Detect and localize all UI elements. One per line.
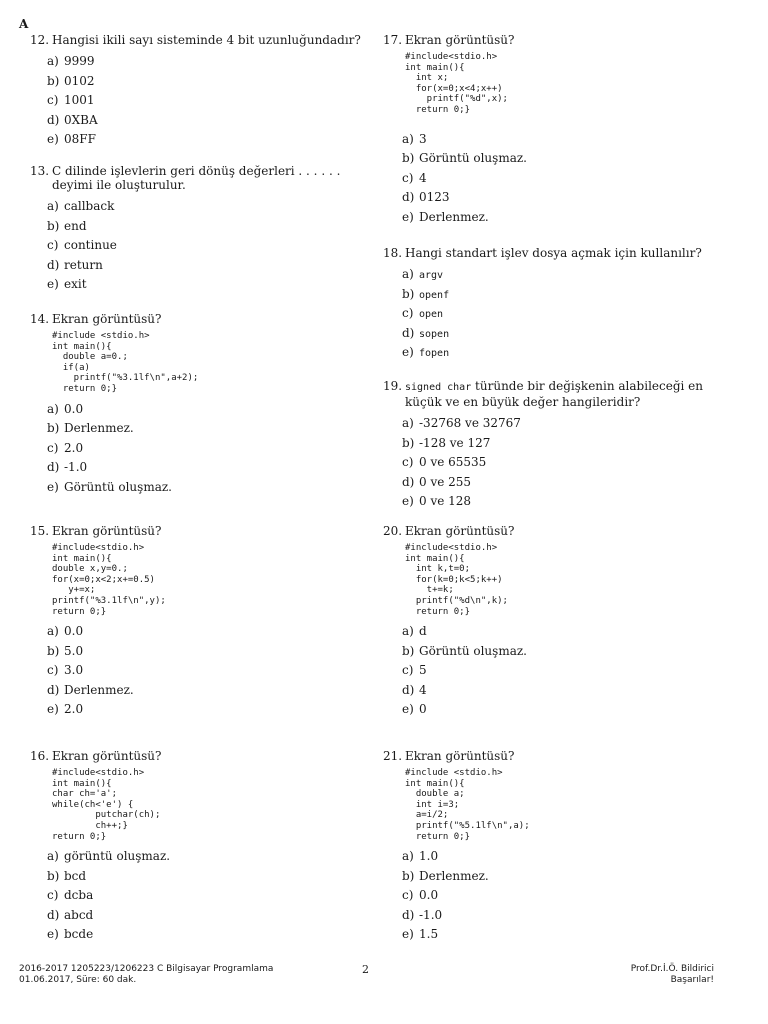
option-a: [47, 847, 370, 867]
option-text: 5: [419, 663, 427, 678]
option-letter: a): [402, 131, 414, 146]
option-text: Görüntü oluşmaz.: [419, 151, 527, 166]
question-21: [383, 749, 728, 945]
question-19: [383, 379, 728, 512]
option-text: Derlenmez.: [64, 682, 134, 697]
option-d: [402, 906, 728, 926]
question-text: Hangi standart işlev dosya açmak için kullanılır?: [405, 246, 702, 260]
question-14: [30, 312, 370, 497]
option-b: [47, 642, 370, 662]
option-c: [402, 169, 728, 189]
code-snippet: #include<stdio.h> int main(){ int x; for(x=0;x<4;x++) printf("%d",x); return 0;}: [405, 52, 508, 115]
code-snippet: #include<stdio.h> int main(){ double x,y=0.; for(x=0;x<2;x+=0.5) y+=x; printf("%3.1lf\n",y); return 0;}: [52, 543, 166, 617]
option-a: [402, 622, 728, 642]
question-number: 12.: [30, 33, 50, 47]
option-d: [402, 681, 728, 701]
option-d: [47, 906, 370, 926]
option-text: callback: [64, 199, 115, 213]
option-text: argv: [419, 270, 444, 281]
option-c: [402, 661, 728, 681]
option-letter: c): [47, 93, 59, 107]
option-e: [47, 700, 370, 720]
option-text: 3.0: [64, 663, 84, 678]
option-text: fopen: [419, 348, 450, 359]
option-text: exit: [64, 277, 87, 291]
option-d: [402, 188, 728, 208]
option-letter: d): [47, 460, 60, 475]
option-letter: b): [402, 643, 415, 658]
option-b: [402, 642, 728, 662]
option-text: 0 ve 255: [419, 474, 472, 489]
option-letter: e): [402, 209, 414, 224]
option-text: 0 ve 65535: [419, 455, 487, 469]
option-letter: e): [402, 494, 414, 508]
option-e: [402, 343, 728, 363]
option-a: [402, 130, 728, 150]
option-text: 0.0: [64, 624, 84, 639]
exam-group-label: A: [19, 17, 29, 31]
option-letter: c): [402, 888, 414, 903]
question-20: [383, 524, 728, 720]
question-number: 17.: [383, 33, 403, 47]
option-text: 1.5: [419, 927, 439, 942]
option-letter: b): [47, 643, 60, 658]
option-text: Görüntü oluşmaz.: [64, 479, 172, 494]
footer-course-line: 2016-2017 1205223/1206223 C Bilgisayar Programlama: [19, 964, 274, 974]
option-b: [47, 217, 370, 237]
option-e: [402, 700, 728, 720]
option-letter: b): [402, 435, 415, 450]
option-letter: a): [47, 401, 59, 416]
footer-author: Prof.Dr.İ.Ö. Bildirici: [630, 964, 714, 974]
question-16: [30, 749, 370, 945]
code-snippet: #include <stdio.h> int main(){ double a=0.; if(a) printf("%3.1lf\n",a+2); return 0;}: [52, 331, 199, 394]
option-text: 1.0: [419, 849, 439, 864]
option-text: 08FF: [64, 132, 96, 146]
option-letter: b): [47, 421, 60, 436]
option-text: d: [419, 624, 427, 639]
option-text: 0102: [64, 73, 95, 88]
option-letter: d): [402, 474, 415, 489]
option-text: bcd: [64, 868, 87, 883]
option-a: [47, 52, 370, 72]
code-snippet: #include<stdio.h> int main(){ int k,t=0; for(k=0;k<5;k++) t+=k; printf("%d\n",k); return 0;}: [405, 543, 508, 617]
footer-course-info: [19, 964, 273, 986]
option-letter: a): [402, 416, 414, 430]
question-text: Ekran görüntüsü?: [52, 524, 162, 538]
option-letter: d): [47, 112, 60, 127]
option-letter: a): [402, 267, 414, 281]
option-text: 2.0: [64, 702, 84, 717]
option-c: [402, 886, 728, 906]
question-text-rest: türünde bir değişkenin alabileceği en küçük ve en büyük değer hangileridir?: [405, 379, 703, 409]
option-letter: c): [47, 888, 59, 903]
option-d: [402, 324, 728, 344]
question-15: [30, 524, 370, 720]
option-e: [47, 925, 370, 945]
question-number: 15.: [30, 524, 50, 538]
question-number: 13.: [30, 164, 50, 178]
option-letter: a): [47, 54, 59, 68]
option-letter: c): [402, 306, 414, 320]
question-number: 21.: [383, 749, 403, 763]
option-letter: d): [402, 907, 415, 922]
option-c: [402, 304, 728, 324]
option-text: 9999: [64, 54, 95, 68]
option-letter: e): [47, 479, 59, 494]
option-letter: b): [47, 868, 60, 883]
option-text: 0XBA: [64, 112, 98, 127]
question-number: 20.: [383, 524, 403, 538]
footer-greeting: Başarılar!: [670, 975, 714, 985]
option-c: [47, 91, 370, 111]
option-letter: c): [402, 170, 414, 185]
option-letter: d): [402, 325, 415, 340]
option-a: [47, 197, 370, 217]
option-text: sopen: [419, 328, 450, 340]
option-text: return: [64, 257, 103, 272]
option-b: [47, 867, 370, 887]
option-text: 2.0: [64, 440, 84, 455]
option-text: Derlenmez.: [419, 868, 489, 883]
option-letter: a): [402, 849, 414, 864]
question-text: [405, 379, 728, 409]
option-letter: a): [47, 199, 59, 213]
option-a: [47, 622, 370, 642]
option-e: [402, 925, 728, 945]
option-d: [47, 681, 370, 701]
option-letter: e): [47, 702, 59, 717]
option-text: 0.0: [419, 888, 439, 903]
option-letter: b): [47, 73, 60, 88]
option-text: openf: [419, 289, 450, 301]
option-text: abcd: [64, 907, 94, 922]
option-letter: e): [47, 132, 59, 146]
option-letter: a): [402, 624, 414, 639]
option-d: [47, 458, 370, 478]
option-c: [47, 661, 370, 681]
option-letter: c): [402, 455, 414, 469]
option-text: 4: [419, 170, 427, 185]
option-text: Görüntü oluşmaz.: [419, 643, 527, 658]
option-text: end: [64, 218, 87, 233]
option-letter: b): [402, 151, 415, 166]
option-letter: c): [47, 663, 59, 678]
option-e: [402, 492, 728, 512]
option-e: [47, 275, 370, 295]
question-18: [383, 246, 728, 363]
option-text: continue: [64, 238, 117, 252]
option-e: [402, 208, 728, 228]
option-b: [402, 434, 728, 454]
option-text: Derlenmez.: [64, 421, 134, 436]
code-snippet: #include <stdio.h> int main(){ double a; int i=3; a=i/2; printf("%5.1lf\n",a); return 0;}: [405, 768, 530, 842]
option-b: [402, 149, 728, 169]
question-text: Ekran görüntüsü?: [405, 524, 515, 538]
question-number: 14.: [30, 312, 50, 326]
option-letter: d): [47, 682, 60, 697]
question-number: 16.: [30, 749, 50, 763]
option-letter: e): [402, 927, 414, 942]
question-number: 19.: [383, 379, 403, 393]
option-text: -1.0: [419, 907, 443, 922]
option-a: [402, 847, 728, 867]
question-text: Ekran görüntüsü?: [405, 749, 515, 763]
option-text: bcde: [64, 927, 94, 942]
question-text: Hangisi ikili sayı sisteminde 4 bit uzunluğundadır?: [52, 33, 361, 47]
option-text: dcba: [64, 888, 94, 903]
option-c: [402, 453, 728, 473]
option-letter: c): [402, 663, 414, 678]
question-text: C dilinde işlevlerin geri dönüş değerleri . . . . . . deyimi ile oluşturulur.: [52, 164, 341, 192]
option-a: [402, 265, 728, 285]
option-letter: e): [47, 277, 59, 291]
option-a: [402, 414, 728, 434]
option-text: 0.0: [64, 401, 84, 416]
page-number: 2: [362, 963, 369, 976]
option-b: [47, 72, 370, 92]
question-text: Ekran görüntüsü?: [405, 33, 515, 47]
option-e: [47, 130, 370, 150]
question-text: Ekran görüntüsü?: [52, 312, 162, 326]
option-letter: e): [47, 927, 59, 942]
option-letter: e): [402, 702, 414, 717]
option-a: [47, 400, 370, 420]
option-letter: d): [47, 257, 60, 272]
option-d: [47, 256, 370, 276]
option-letter: d): [402, 190, 415, 205]
option-text: görüntü oluşmaz.: [64, 849, 171, 864]
footer-date-line: 01.06.2017, Süre: 60 dak.: [19, 975, 137, 985]
question-17: [383, 33, 728, 227]
option-text: -32768 ve 32767: [419, 416, 521, 430]
option-d: [402, 473, 728, 493]
option-text: 4: [419, 682, 427, 697]
option-letter: d): [402, 682, 415, 697]
question-13: [30, 164, 370, 295]
option-text: -1.0: [64, 460, 88, 475]
question-number: 18.: [383, 246, 403, 260]
code-snippet: #include<stdio.h> int main(){ char ch='a'; while(ch<'e') { putchar(ch); ch++;} return 0;}: [52, 768, 161, 842]
footer-author-info: [631, 964, 714, 986]
option-d: [47, 111, 370, 131]
option-c: [47, 236, 370, 256]
option-text: 0: [419, 702, 427, 717]
option-text: Derlenmez.: [419, 209, 489, 224]
type-keyword: signed char: [405, 382, 472, 393]
option-text: open: [419, 309, 444, 320]
option-letter: b): [402, 868, 415, 883]
option-b: [402, 285, 728, 305]
option-text: 3: [419, 131, 427, 146]
option-c: [47, 439, 370, 459]
option-letter: e): [402, 345, 414, 359]
option-letter: c): [47, 238, 59, 252]
option-text: 0 ve 128: [419, 494, 472, 508]
option-letter: a): [47, 624, 59, 639]
option-letter: b): [47, 218, 60, 233]
option-text: 5.0: [64, 643, 84, 658]
option-text: -128 ve 127: [419, 435, 491, 450]
question-12: [30, 33, 370, 150]
option-text: 0123: [419, 190, 450, 205]
option-c: [47, 886, 370, 906]
option-e: [47, 478, 370, 498]
option-letter: c): [47, 440, 59, 455]
option-b: [402, 867, 728, 887]
option-letter: a): [47, 849, 59, 864]
option-letter: b): [402, 286, 415, 301]
option-b: [47, 419, 370, 439]
option-text: 1001: [64, 93, 95, 107]
option-letter: d): [47, 907, 60, 922]
question-text: Ekran görüntüsü?: [52, 749, 162, 763]
